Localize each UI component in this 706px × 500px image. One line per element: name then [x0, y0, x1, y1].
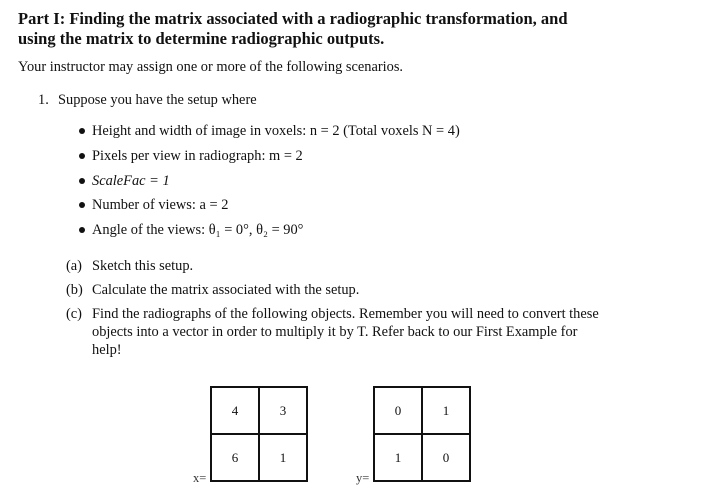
- problem-text: Suppose you have the setup where: [58, 92, 257, 108]
- part-c-text-line-1: Find the radiographs of the following objects. Remember you will need to convert these: [92, 306, 599, 322]
- object-y-label: y=: [356, 471, 370, 485]
- object-y-cell: 0: [422, 434, 470, 481]
- part-a-label: (a): [66, 258, 82, 274]
- bullet-dot: [79, 202, 85, 208]
- bullet-dot: [79, 128, 85, 134]
- object-x-cell: 6: [211, 434, 259, 481]
- object-x-label: x=: [193, 471, 207, 485]
- object-x-cell: 4: [211, 387, 259, 434]
- bullet-dot: [79, 178, 85, 184]
- object-y-cell: 1: [422, 387, 470, 434]
- bullet-item-scalefac: ScaleFac = 1: [92, 173, 170, 189]
- object-x-grid: [210, 386, 308, 482]
- bullet-item-number-of-views: Number of views: a = 2: [92, 197, 229, 213]
- bullet-dot: [79, 153, 85, 159]
- bullet-dot: [79, 227, 85, 233]
- part-c-text-line-3: help!: [92, 342, 122, 358]
- object-x-cell: 3: [259, 387, 307, 434]
- object-y-cell: 0: [374, 387, 422, 434]
- bullet-item-image-size: Height and width of image in voxels: n = 2 (Total voxels N = 4): [92, 123, 460, 139]
- part-b-label: (b): [66, 282, 83, 298]
- part-c-label: (c): [66, 306, 82, 322]
- bullet-item-pixels-per-view: Pixels per view in radiograph: m = 2: [92, 148, 303, 164]
- section-heading-line-2: using the matrix to determine radiographic outputs.: [18, 29, 385, 48]
- problem-number: 1.: [38, 92, 49, 108]
- part-b-text: Calculate the matrix associated with the setup.: [92, 282, 360, 298]
- section-heading-line-1: Part I: Finding the matrix associated with a radiographic transformation, and: [18, 9, 568, 28]
- part-a-text: Sketch this setup.: [92, 258, 194, 274]
- bullet-item-view-angles: Angle of the views: θ₁ = 0°, θ₂ = 90°: [92, 222, 304, 238]
- intro-text: Your instructor may assign one or more of the following scenarios.: [18, 59, 404, 75]
- part-c-text-line-2: objects into a vector in order to multiply it by T. Refer back to our First Example for: [92, 324, 578, 340]
- object-x-cell: 1: [259, 434, 307, 481]
- object-y-cell: 1: [374, 434, 422, 481]
- object-y-grid: [373, 386, 471, 482]
